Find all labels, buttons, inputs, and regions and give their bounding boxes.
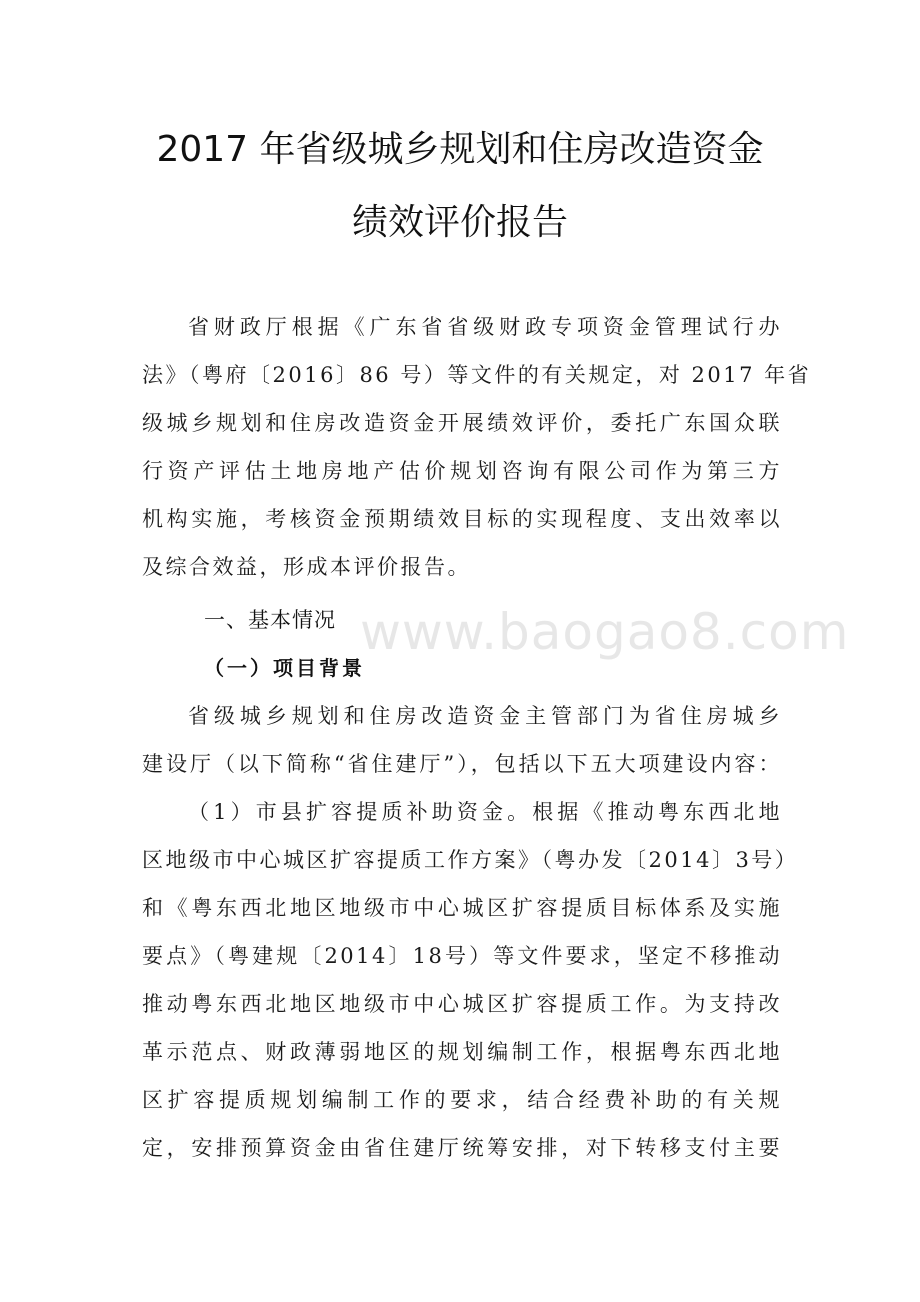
- paragraph-line: 定，安排预算资金由省住建厅统筹安排，对下转移支付主要: [142, 1136, 782, 1160]
- paragraph-line: 区地级市中心城区扩容提质工作方案》（粤办发〔2014〕3号）: [142, 848, 799, 872]
- paragraph-line: 省财政厅根据《广东省省级财政专项资金管理试行办: [188, 315, 782, 339]
- paragraph-line: 及综合效益，形成本评价报告。: [142, 555, 471, 579]
- watermark: www.baogao8.com: [360, 603, 850, 661]
- paragraph-line: 革示范点、财政薄弱地区的规划编制工作，根据粤东西北地: [142, 1040, 782, 1064]
- paragraph-line: 机构实施，考核资金预期绩效目标的实现程度、支出效率以: [142, 507, 782, 531]
- paragraph-line: 区扩容提质规划编制工作的要求，结合经费补助的有关规: [142, 1088, 782, 1112]
- paragraph-line: 法》（粤府〔2016〕86 号）等文件的有关规定，对 2017 年省: [142, 363, 812, 387]
- paragraph-line: 省级城乡规划和住房改造资金主管部门为省住房城乡: [188, 704, 782, 728]
- subsection-heading: （一）项目背景: [204, 656, 365, 680]
- section-heading: 一、基本情况: [204, 608, 336, 632]
- paragraph-line: 要点》（粤建规〔2014〕18号）等文件要求，坚定不移推动: [142, 944, 782, 968]
- paragraph-line: 行资产评估土地房地产估价规划咨询有限公司作为第三方: [142, 459, 782, 483]
- paragraph-line: （1）市县扩容提质补助资金。根据《推动粤东西北地: [188, 800, 782, 824]
- document-title-line-2: 绩效评价报告: [351, 202, 568, 243]
- paragraph-line: 建设厅（以下简称“省住建厅”），包括以下五大项建设内容：: [142, 752, 782, 776]
- paragraph-line: 推动粤东西北地区地级市中心城区扩容提质工作。为支持改: [142, 992, 782, 1016]
- paragraph-line: 级城乡规划和住房改造资金开展绩效评价，委托广东国众联: [142, 411, 782, 435]
- paragraph-line: 和《粤东西北地区地级市中心城区扩容提质目标体系及实施: [142, 896, 782, 920]
- document-title-line-1: 2017 年省级城乡规划和住房改造资金: [156, 129, 764, 170]
